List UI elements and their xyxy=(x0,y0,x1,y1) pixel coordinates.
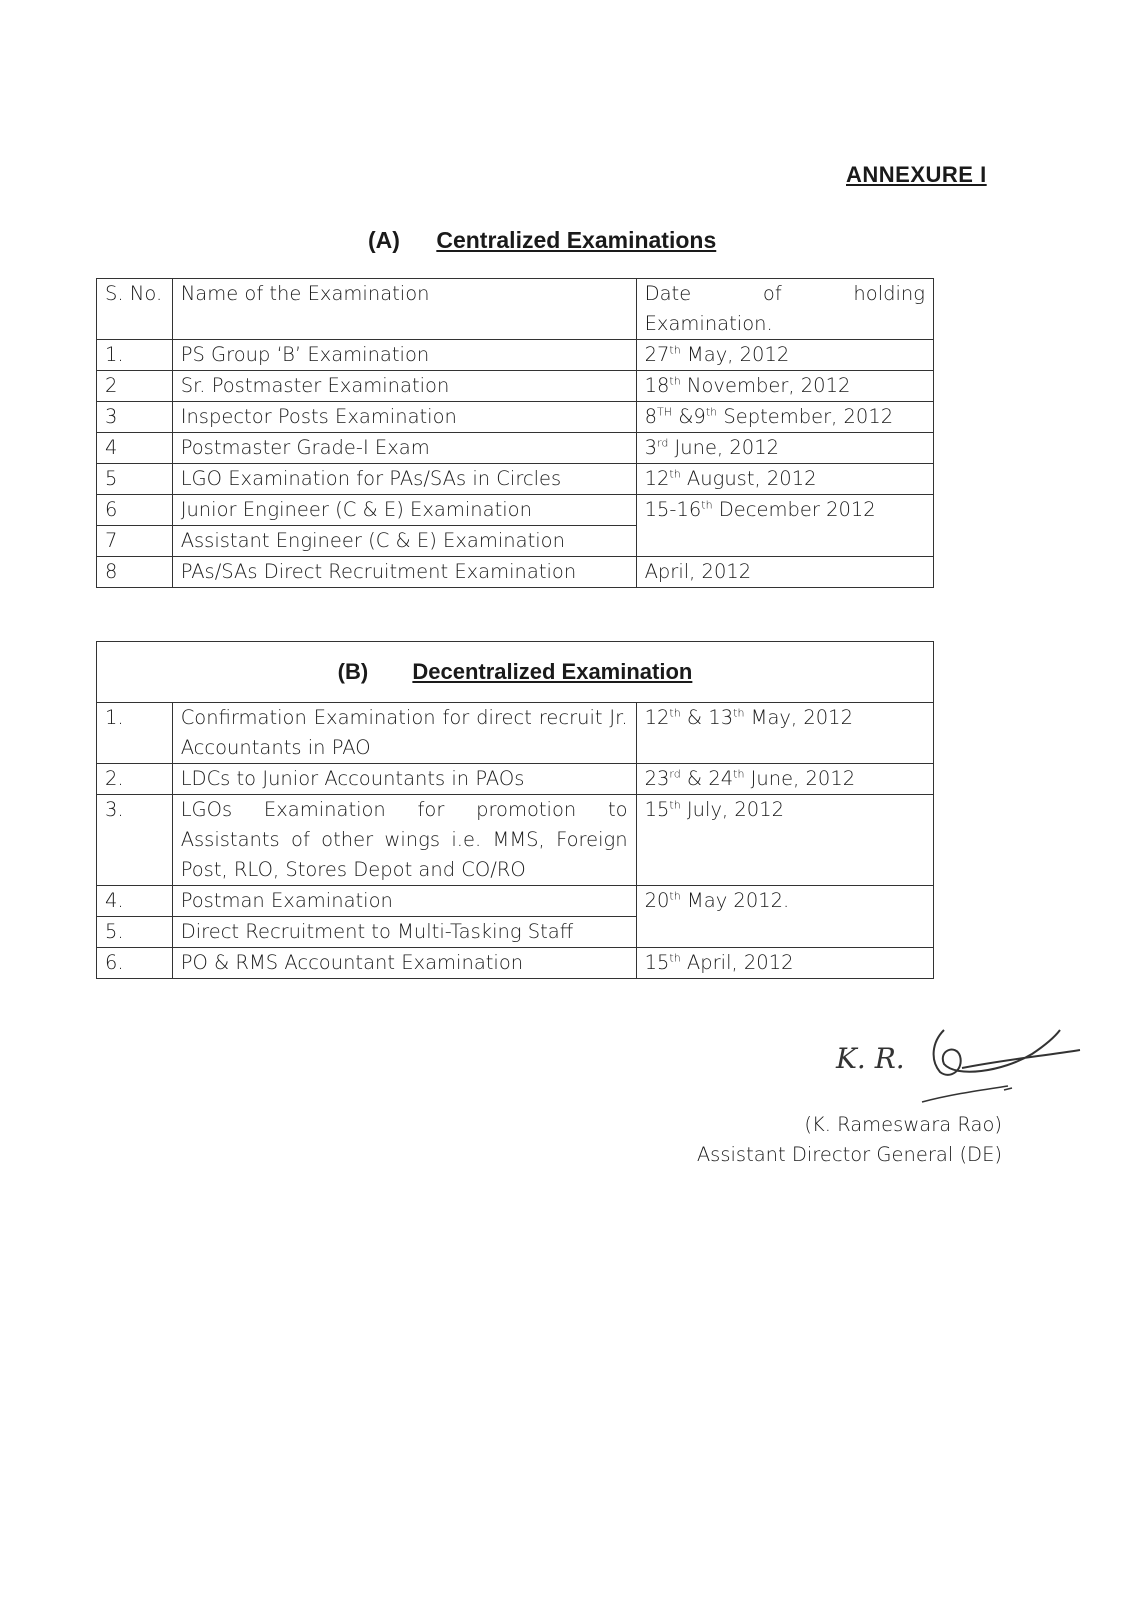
table-row xyxy=(97,402,934,433)
table-row xyxy=(97,703,934,764)
header-date-word-2: of xyxy=(762,282,782,305)
row-date: 18th November, 2012 xyxy=(636,371,933,402)
table-row xyxy=(97,495,934,526)
handwritten-signature xyxy=(832,1020,1082,1105)
header-date-word-1: Date xyxy=(644,282,692,305)
row-name: Sr. Postmaster Examination xyxy=(172,371,636,402)
table-row xyxy=(97,557,934,588)
row-date: 20th May 2012. xyxy=(636,886,933,948)
header-date-word-3: holding xyxy=(853,282,925,305)
header-sno: S. No. xyxy=(97,279,173,340)
row-sno: 6 xyxy=(97,495,173,526)
row-sno: 4 xyxy=(97,433,173,464)
table-row xyxy=(97,340,934,371)
decentralized-exams-table xyxy=(96,641,934,979)
row-sno: 1. xyxy=(97,340,173,371)
signatory-name: (K. Rameswara Rao) xyxy=(804,1113,1002,1136)
row-date: 23rd & 24th June, 2012 xyxy=(636,764,933,795)
table-row xyxy=(97,795,934,886)
row-name: Confirmation Examination for direct recruit Jr. Accountants in PAO xyxy=(172,703,636,764)
table-row xyxy=(97,764,934,795)
row-name: LGOs Examination for promotion to Assistants of other wings i.e. MMS, Foreign Post, RLO, Stores Depot and CO/RO xyxy=(172,795,636,886)
table-row xyxy=(97,948,934,979)
section-b-label: (B) xyxy=(337,658,369,684)
row-sno: 6. xyxy=(97,948,173,979)
table-row xyxy=(97,886,934,917)
row-name: LGO Examination for PAs/SAs in Circles xyxy=(172,464,636,495)
signatory-block xyxy=(697,1110,1002,1170)
row-date: 12th & 13th May, 2012 xyxy=(636,703,933,764)
signatory-designation: Assistant Director General (DE) xyxy=(696,1143,1002,1166)
row-sno: 2. xyxy=(97,764,173,795)
centralized-exams-table xyxy=(96,278,934,588)
row-date: 15th April, 2012 xyxy=(636,948,933,979)
row-date: 27th May, 2012 xyxy=(636,340,933,371)
row-name: PS Group ‘B’ Examination xyxy=(172,340,636,371)
row-name: Direct Recruitment to Multi-Tasking Staff xyxy=(172,917,636,948)
table-row xyxy=(97,464,934,495)
row-date: 8TH &9th September, 2012 xyxy=(636,402,933,433)
section-b-heading xyxy=(97,642,934,703)
table-header-row xyxy=(97,279,934,340)
signature-initials: K. R. xyxy=(836,1042,905,1075)
section-a-heading xyxy=(368,227,716,254)
row-date: 15-16th December 2012 xyxy=(636,495,933,557)
row-sno: 8 xyxy=(97,557,173,588)
row-name: Assistant Engineer (C & E) Examination xyxy=(172,526,636,557)
signature-stroke xyxy=(934,1030,1080,1075)
annexure-label: ANNEXURE I xyxy=(846,162,987,187)
header-name: Name of the Examination xyxy=(172,279,636,340)
row-sno: 7 xyxy=(97,526,173,557)
row-name: Inspector Posts Examination xyxy=(172,402,636,433)
row-name: Postman Examination xyxy=(172,886,636,917)
row-sno: 1. xyxy=(97,703,173,764)
header-date-word-4: Examination. xyxy=(644,312,773,335)
row-date: 15th July, 2012 xyxy=(636,795,933,886)
row-name: Postmaster Grade-I Exam xyxy=(172,433,636,464)
header-date xyxy=(636,279,933,340)
section-b-heading-row xyxy=(97,642,934,703)
section-a-label: (A) xyxy=(368,227,400,253)
signature-underline xyxy=(922,1086,1012,1102)
row-name: Junior Engineer (C & E) Examination xyxy=(172,495,636,526)
row-sno: 3 xyxy=(97,402,173,433)
row-sno: 3. xyxy=(97,795,173,886)
section-a-title: Centralized Examinations xyxy=(436,227,717,253)
table-row xyxy=(97,433,934,464)
row-sno: 4. xyxy=(97,886,173,917)
row-name: LDCs to Junior Accountants in PAOs xyxy=(172,764,636,795)
row-sno: 5. xyxy=(97,917,173,948)
row-name: PO & RMS Accountant Examination xyxy=(172,948,636,979)
row-sno: 2 xyxy=(97,371,173,402)
section-b-title: Decentralized Examination xyxy=(412,658,693,684)
row-name: PAs/SAs Direct Recruitment Examination xyxy=(172,557,636,588)
row-date: April, 2012 xyxy=(636,557,933,588)
row-date: 12th August, 2012 xyxy=(636,464,933,495)
table-row xyxy=(97,371,934,402)
row-date: 3rd June, 2012 xyxy=(636,433,933,464)
row-sno: 5 xyxy=(97,464,173,495)
